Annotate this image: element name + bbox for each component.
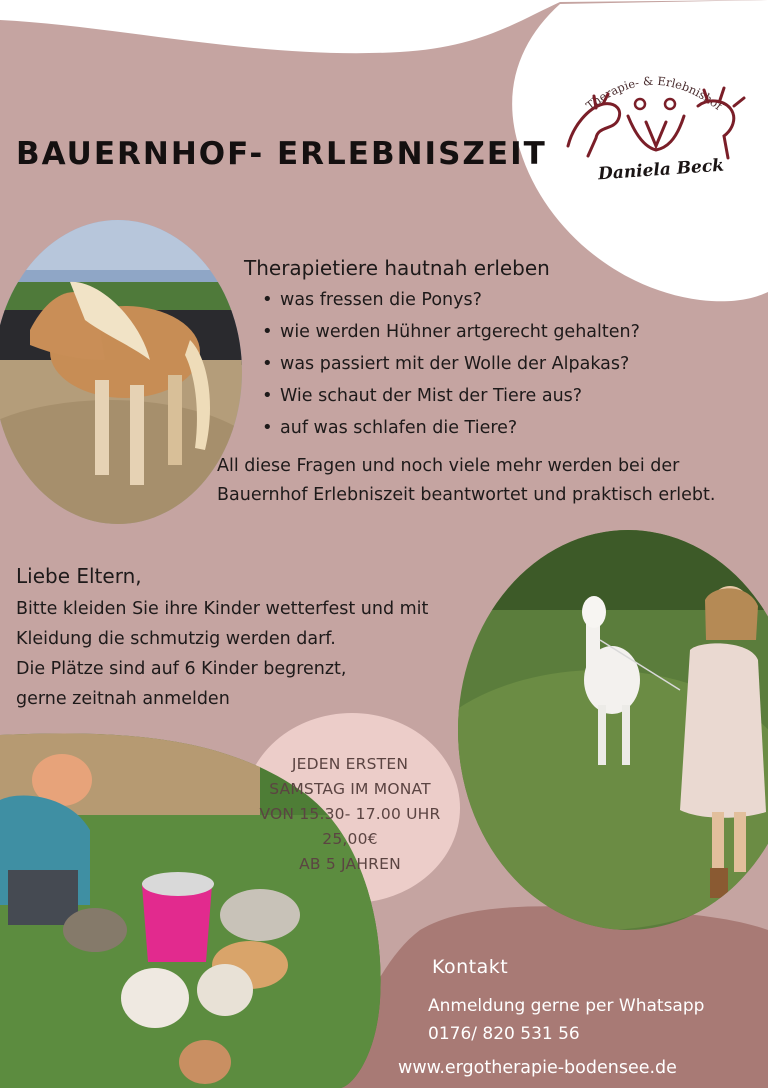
schedule-line: SAMSTAG IM MONAT (269, 780, 431, 798)
question-list (262, 286, 640, 446)
logo-name: Daniela Beck (597, 155, 725, 185)
question-item: • Wie schaut der Mist der Tiere aus? (262, 382, 640, 414)
contact-whatsapp: Anmeldung gerne per Whatsapp (428, 996, 705, 1016)
question-item: • auf was schlafen die Tiere? (262, 414, 640, 446)
parents-line: gerne zeitnah anmelden (16, 689, 230, 709)
question-item: • was passiert mit der Wolle der Alpakas? (262, 350, 640, 382)
contact-phone[interactable]: 0176/ 820 531 56 (428, 1024, 580, 1044)
question-item: • wie werden Hühner artgerecht gehalten? (262, 318, 640, 350)
parents-line: Die Plätze sind auf 6 Kinder begrenzt, (16, 659, 347, 679)
question-item: • was fressen die Ponys? (262, 286, 640, 318)
parents-greeting: Liebe Eltern, (16, 564, 142, 588)
schedule-text (250, 752, 450, 877)
schedule-line: JEDEN ERSTEN (291, 755, 409, 773)
intro-paragraph: All diese Fragen und noch viele mehr werden bei der Bauernhof Erlebniszeit beantwortet und praktisch erlebt. (217, 456, 716, 505)
schedule-line: AB 5 JAHREN (299, 855, 401, 873)
parents-line: Kleidung die schmutzig werden darf. (16, 629, 336, 649)
website-link[interactable]: www.ergotherapie-bodensee.de (398, 1058, 677, 1078)
logo-animals-icon (548, 86, 760, 166)
intro-subtitle: Therapietiere hautnah erleben (244, 256, 550, 280)
schedule-line: VON 15.30- 17.00 UHR (259, 805, 441, 823)
logo (548, 42, 760, 222)
page-title: BAUERNHOF- ERLEBNISZEIT (16, 136, 547, 172)
parents-notes (16, 595, 428, 715)
svg-text:Therapie- & Erlebnishof: Therapie- & Erlebnishof (583, 73, 725, 112)
contact-heading: Kontakt (432, 956, 509, 978)
schedule-line: 25,00€ (322, 830, 378, 848)
parents-line: Bitte kleiden Sie ihre Kinder wetterfest und mit (16, 599, 429, 619)
